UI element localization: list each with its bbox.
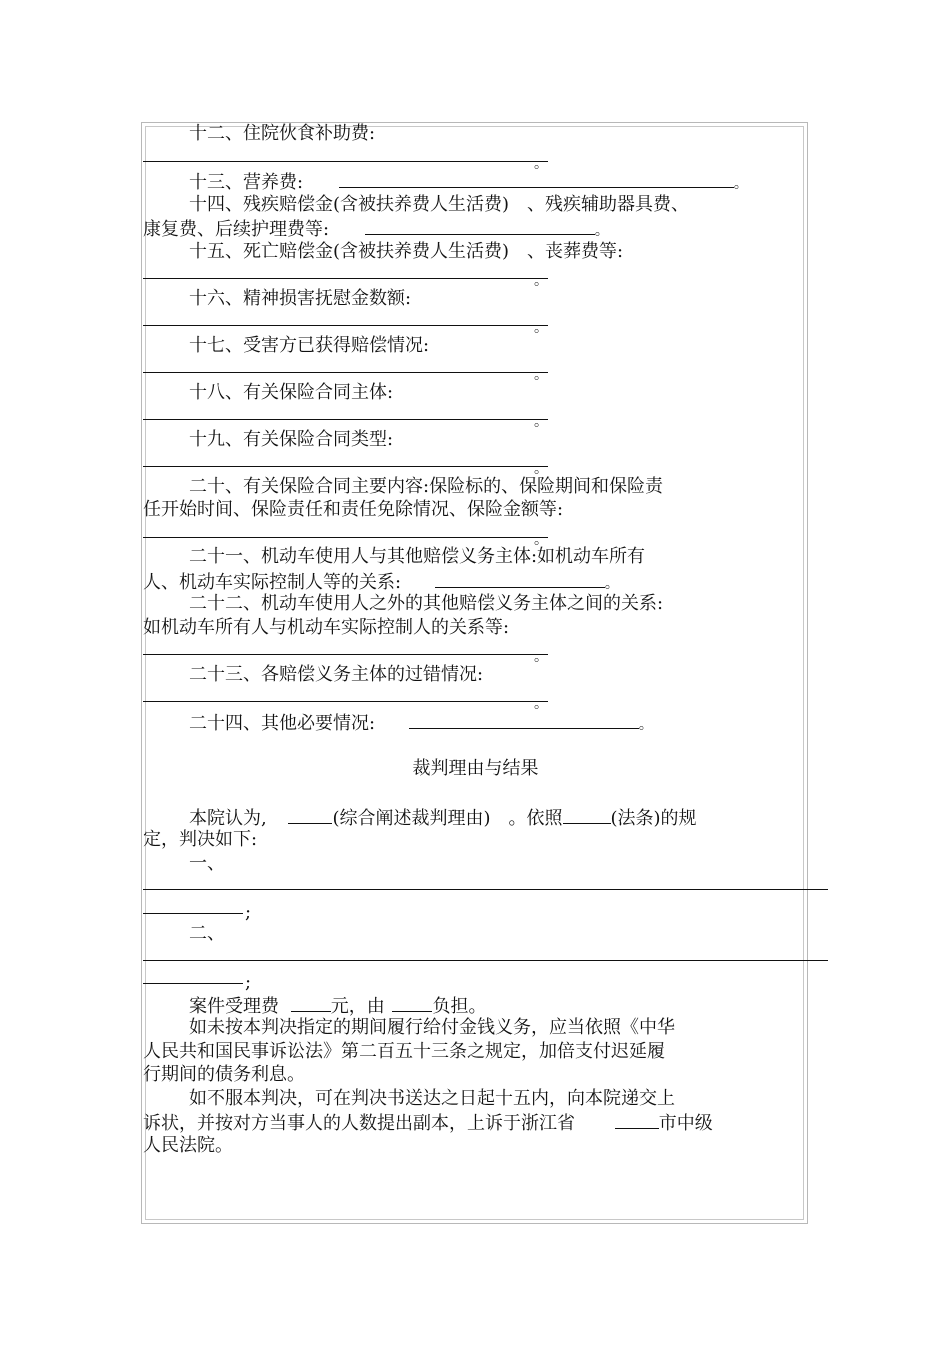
item-19-blank: 。 [143, 451, 808, 475]
item-14-blank [365, 216, 595, 235]
appeal-para-3: 人民法院。 [143, 1134, 233, 1156]
reasoning-line: 本院认为, (综合阐述裁判理由) 。依照 (法条)的规 [143, 805, 808, 829]
item-24-blank [409, 710, 639, 729]
item-17: 十七、受害方已获得赔偿情况: [189, 334, 430, 356]
item-12: 十二、住院伙食补助费: [189, 123, 376, 144]
case-fee-line: 案件受理费 元，由 负担。 [143, 993, 808, 1017]
item-14-cont: 康复费、后续护理费等: 。 [143, 216, 808, 240]
item-21-blank [435, 569, 605, 588]
item-17-blank: 。 [143, 357, 808, 381]
judgment-item-1-end: ; [143, 899, 808, 923]
item-15: 十五、死亡赔偿金(含被扶养费人生活费) 、丧葬费等: [189, 240, 624, 262]
section-title: 裁判理由与结果 [412, 758, 539, 779]
judgment-item-2: 二、 [189, 923, 225, 944]
item-23-blank: 。 [143, 686, 808, 710]
item-21: 二十一、机动车使用人与其他赔偿义务主体:如机动车所有 [189, 546, 646, 567]
item-22: 二十二、机动车使用人之外的其他赔偿义务主体之间的关系: [189, 593, 664, 614]
payment-para-1: 如未按本判决指定的期间履行给付金钱义务，应当依照《中华 [189, 1017, 675, 1038]
item-19: 十九、有关保险合同类型: [189, 428, 394, 450]
item-22-blank: 。 [143, 639, 808, 663]
judgment-item-1: 一、 [189, 852, 225, 874]
judgment-item-2-end: ; [143, 969, 808, 993]
court-city-blank [615, 1110, 659, 1129]
item-23: 二十三、各赔偿义务主体的过错情况: [189, 663, 484, 685]
item-14: 十四、残疾赔偿金(含被扶养费人生活费) 、残疾辅助器具费、 [189, 193, 690, 215]
item-21-cont: 人、机动车实际控制人等的关系: 。 [143, 569, 808, 593]
appeal-para-2: 诉状，并按对方当事人的人数提出副本，上诉于浙江省 市中级 [143, 1110, 808, 1134]
item-12-blank: 。 [143, 146, 808, 170]
item-16-blank: 。 [143, 310, 808, 334]
fee-payer-blank [392, 993, 432, 1012]
item-13-blank [339, 169, 734, 188]
fee-amount-blank [291, 993, 331, 1012]
reasoning-blank [288, 805, 332, 824]
judgment-item-1-rule [143, 875, 808, 899]
law-blank [563, 805, 611, 824]
reasoning-cont: 定，判决如下: [143, 829, 258, 850]
item-20: 二十、有关保险合同主要内容:保险标的、保险期间和保险责 [189, 475, 664, 497]
item-15-blank: 。 [143, 263, 808, 287]
item-24: 二十四、其他必要情况: 。 [143, 710, 808, 734]
judgment-item-2-rule [143, 946, 808, 970]
payment-para-2: 人民共和国民事诉讼法》第二百五十三条之规定，加倍支付迟延履 [143, 1040, 665, 1062]
item-16: 十六、精神损害抚慰金数额: [189, 287, 412, 309]
appeal-para-1: 如不服本判决，可在判决书送达之日起十五内，向本院递交上 [189, 1087, 675, 1109]
item-13: 十三、营养费: 。 [143, 169, 808, 193]
document-body [143, 122, 808, 1157]
item-20-blank: 。 [143, 522, 808, 546]
payment-para-3: 行期间的债务利息。 [143, 1064, 305, 1085]
item-18: 十八、有关保险合同主体: [189, 381, 394, 403]
item-22-cont: 如机动车所有人与机动车实际控制人的关系等: [143, 616, 510, 638]
item-18-blank: 。 [143, 404, 808, 428]
item-20-cont: 任开始时间、保险责任和责任免除情况、保险金额等: [143, 499, 564, 520]
